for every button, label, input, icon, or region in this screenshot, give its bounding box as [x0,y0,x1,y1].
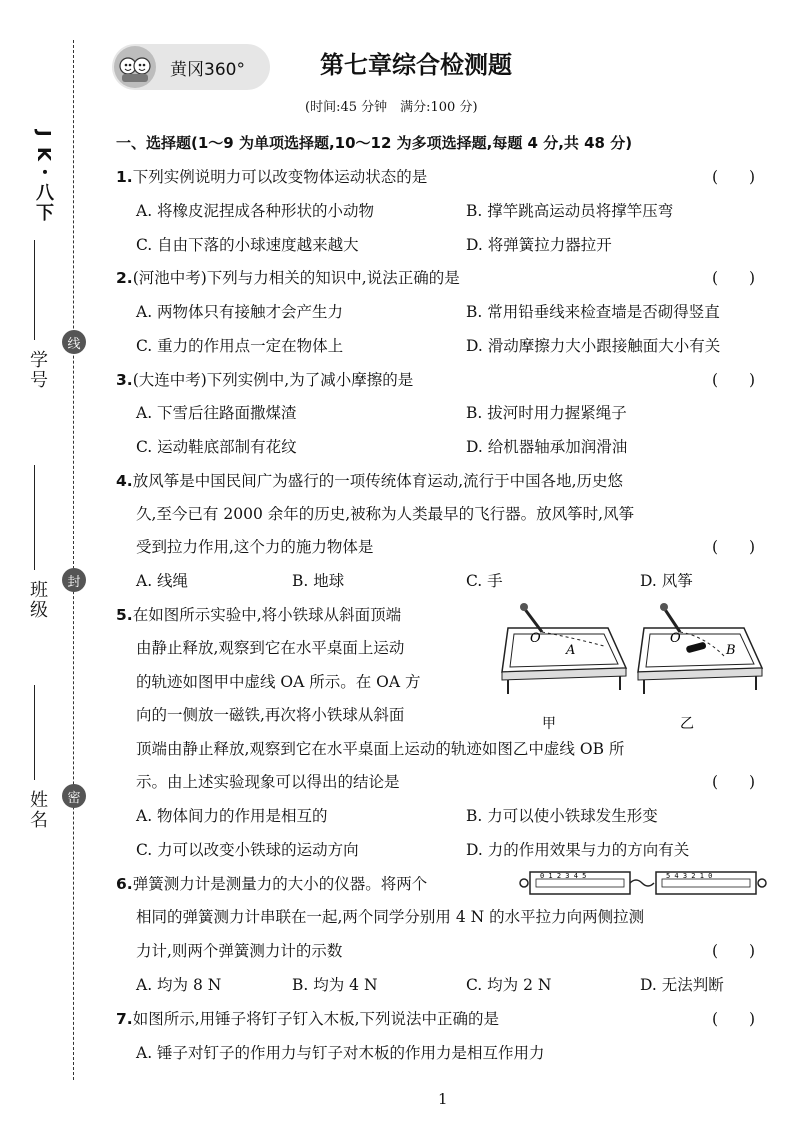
q4-number: 4. [116,472,133,490]
name-underline [34,685,35,780]
q7-text: 如图所示,用锤子将钉子钉入木板,下列说法中正确的是 [132,1010,500,1028]
q3-option-a: A. 下雪后往路面撒煤渣 [136,404,297,422]
q6-option-c: C. 均为 2 N [466,976,552,994]
q2-stem [116,266,460,288]
student-no-underline [34,240,35,340]
q4-text1: 放风筝是中国民间广为盛行的一项传统体育运动,流行于中国各地,历史悠 [132,472,624,490]
q3-answer-blank: ( ) [712,371,756,389]
q1-option-c: C. 自由下落的小球速度越来越大 [136,236,359,254]
jia-label-o: O [530,631,541,646]
table-yi-diagram [638,603,762,694]
q5-answer-blank: ( ) [712,773,756,791]
q5-line2: 由静止释放,观察到它在水平桌面上运动 [136,639,405,657]
q5-line1 [116,603,401,625]
binding-dashed-line [73,40,74,1080]
q7-number: 7. [116,1010,133,1028]
q3-stem [116,368,413,390]
q4-option-c: C. 手 [466,572,503,590]
q5-text1: 在如图所示实验中,将小铁球从斜面顶端 [132,606,402,624]
q4-line2: 久,至今已有 2000 余年的历史,被称为人类最早的飞行器。放风筝时,风筝 [136,505,635,523]
q6-number: 6. [116,875,133,893]
q6-spring-scales-figure [518,866,770,900]
seal-secret-mark: 密 [62,784,86,808]
q4-option-a: A. 线绳 [136,572,189,590]
name-label: 姓名 [27,790,48,830]
page-title: 第七章综合检测题 [320,51,512,79]
section-heading: 一、选择题(1～9 为单项选择题,10～12 为多项选择题,每题 4 分,共 48 分) [116,134,633,152]
scale-left-numbers: 0 1 2 3 4 5 [540,872,587,880]
q6-text1: 弹簧测力计是测量力的大小的仪器。将两个 [132,875,428,893]
q1-stem [116,165,427,187]
q6-option-a: A. 均为 8 N [136,976,222,994]
seal-seal-mark: 封 [62,568,86,592]
logo-text: 黄冈360° [170,60,245,80]
q1-option-d: D. 将弹簧拉力器拉开 [466,236,612,254]
seal-line-mark: 线 [62,330,86,354]
q7-answer-blank: ( ) [712,1010,756,1028]
q2-option-d: D. 滑动摩擦力大小跟接触面大小有关 [466,337,721,355]
logo-mascot-icon [114,46,156,88]
yi-label-o: O [670,631,681,646]
fig-jia-caption: 甲 [542,716,556,732]
q5-line3: 的轨迹如图甲中虚线 OA 所示。在 OA 方 [136,673,421,691]
q2-option-c: C. 重力的作用点一定在物体上 [136,337,344,355]
class-underline [34,465,35,570]
q6-answer-blank: ( ) [712,942,756,960]
q2-option-a: A. 两物体只有接触才会产生力 [136,303,344,321]
q5-option-d: D. 力的作用效果与力的方向有关 [466,841,690,859]
q5-option-b: B. 力可以使小铁球发生形变 [466,807,658,825]
q7-stem [116,1007,499,1029]
q3-option-d: D. 给机器轴承加润滑油 [466,438,628,456]
q2-text: (河池中考)下列与力相关的知识中,说法正确的是 [132,269,460,287]
q5-option-a: A. 物体间力的作用是相互的 [136,807,328,825]
q6-line2: 相同的弹簧测力计串联在一起,两个同学分别用 4 N 的水平拉力向两侧拉测 [136,908,645,926]
q6-line3: 力计,则两个弹簧测力计的示数 [136,942,343,960]
q3-option-c: C. 运动鞋底部制有花纹 [136,438,297,456]
q1-answer-blank: ( ) [712,168,756,186]
q3-option-b: B. 拔河时用力握紧绳子 [466,404,627,422]
q3-number: 3. [116,371,133,389]
q4-answer-blank: ( ) [712,538,756,556]
yi-label-b: B [726,643,736,658]
q1-option-b: B. 撑竿跳高运动员将撑竿压弯 [466,202,674,220]
q3-text: (大连中考)下列实例中,为了减小摩擦的是 [132,371,414,389]
edition-label: J K・八下 [33,130,54,223]
q1-option-a: A. 将橡皮泥捏成各种形状的小动物 [136,202,375,220]
exam-meta: (时间:45 分钟 满分:100 分) [305,100,478,115]
brand-logo [112,44,270,90]
q5-option-c: C. 力可以改变小铁球的运动方向 [136,841,359,859]
q5-figure [494,598,774,738]
q4-line3: 受到拉力作用,这个力的施力物体是 [136,538,374,556]
q5-number: 5. [116,606,133,624]
q7-option-a: A. 锤子对钉子的作用力与钉子对木板的作用力是相互作用力 [136,1044,545,1062]
table-jia-diagram [502,603,626,694]
fig-yi-caption: 乙 [680,716,694,732]
student-no-label: 学号 [27,350,48,390]
q2-option-b: B. 常用铅垂线来检查墙是否砌得竖直 [466,303,720,321]
scale-right-numbers: 5 4 3 2 1 0 [666,872,713,880]
q4-option-b: B. 地球 [292,572,345,590]
class-label: 班级 [27,580,48,620]
q6-option-d: D. 无法判断 [640,976,724,994]
q2-number: 2. [116,269,133,287]
q2-answer-blank: ( ) [712,269,756,287]
q4-option-d: D. 风筝 [640,572,693,590]
q5-line4: 向的一侧放一磁铁,再次将小铁球从斜面 [136,706,405,724]
q1-number: 1. [116,168,133,186]
q4-line1 [116,469,623,491]
q5-line5: 顶端由静止释放,观察到它在水平桌面上运动的轨迹如图乙中虚线 OB 所 [136,740,625,758]
q1-text: 下列实例说明力可以改变物体运动状态的是 [132,168,428,186]
q5-line6: 示。由上述实验现象可以得出的结论是 [136,773,400,791]
q6-option-b: B. 均为 4 N [292,976,378,994]
page-number: 1 [438,1090,448,1108]
q6-line1 [116,872,427,894]
jia-label-a: A [566,643,576,658]
